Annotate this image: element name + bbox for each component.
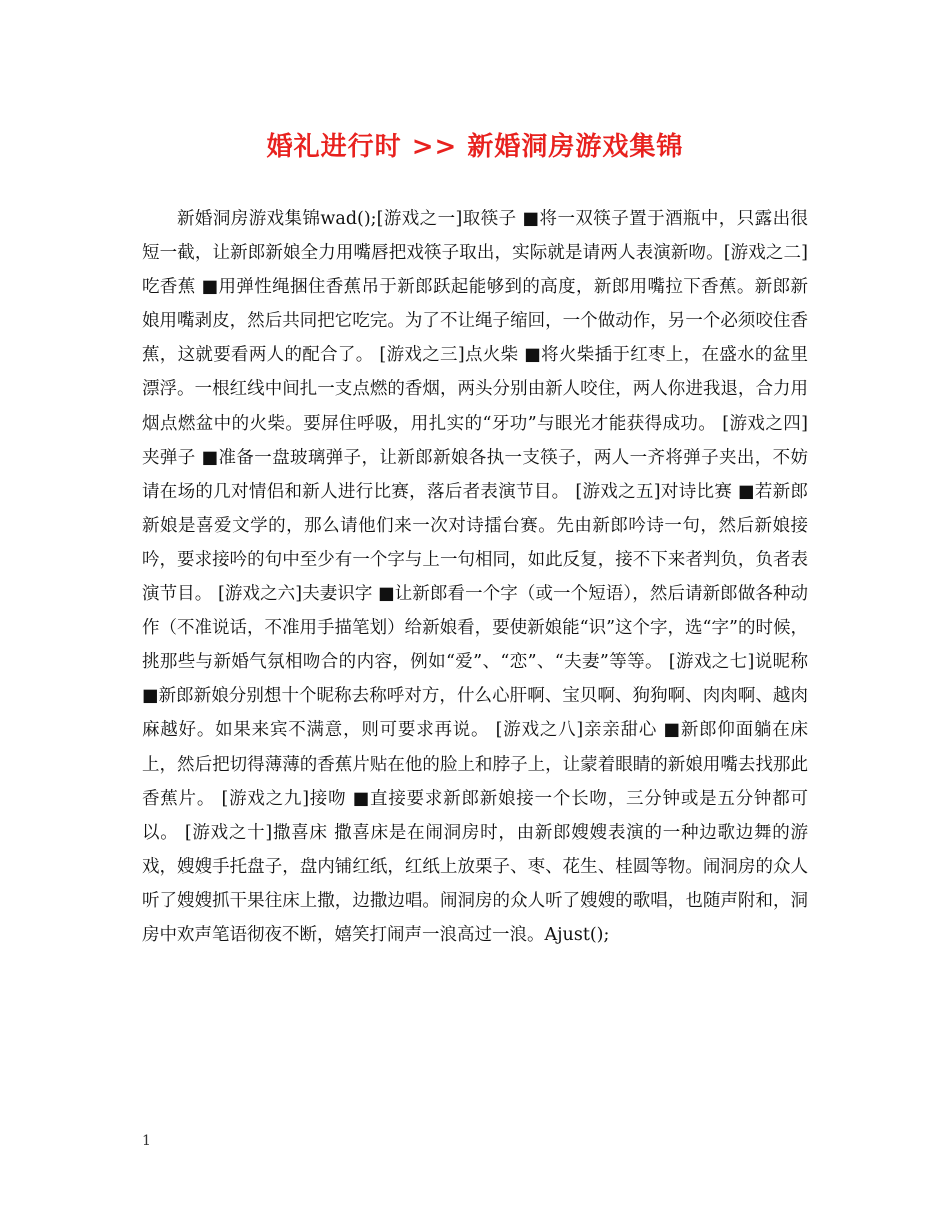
document-title: 婚礼进行时 >> 新婚洞房游戏集锦 [266,132,684,162]
document-body-paragraph: 新婚洞房游戏集锦wad();[游戏之一]取筷子 ■将一双筷子置于酒瓶中，只露出很短一截，让新郎新娘全力用嘴唇把戏筷子取出，实际就是请两人表演新吻。[游戏之二]吃香蕉 ■用弹性绳捆住香蕉吊于新郎跃起能够到的高度，新郎用嘴拉下香蕉。新郎新娘用嘴剥皮，然后共同把它吃完。为了不让绳子缩回，一个做动作，另一个必须咬住香蕉，这就要看两人的配合了。 [游戏之三]点火柴 ■将火柴插于红枣上，在盛水的盆里漂浮。一根红线中间扎一支点燃的香烟，两头分别由新人咬住，两人你进我退，合力用烟点燃盆中的火柴。要屏住呼吸，用扎实的“牙功”与眼光才能获得成功。 [游戏之四]夹弹子 ■准备一盘玻璃弹子，让新郎新娘各执一支筷子，两人一齐将弹子夹出，不妨请在场的几对情侣和新人进行比赛，落后者表演节目。 [游戏之五]对诗比赛 ■若新郎新娘是喜爱文学的，那么请他们来一次对诗擂台赛。先由新郎吟诗一句，然后新娘接吟，要求接吟的句中至少有一个字与上一句相同，如此反复，接不下来者判负，负者表演节目。 [游戏之六]夫妻识字 ■让新郎看一个字（或一个短语），然后请新郎做各种动作（不准说话，不准用手描笔划）给新娘看，要使新娘能“识”这个字，选“字”的时候，挑那些与新婚气氛相吻合的内容，例如“爱”、“恋”、“夫妻”等等。 [游戏之七]说昵称 ■新郎新娘分别想十个昵称去称呼对方，什么心肝啊、宝贝啊、狗狗啊、肉肉啊、越肉麻越好。如果来宾不满意，则可要求再说。 [游戏之八]亲亲甜心 ■新郎仰面躺在床上，然后把切得薄薄的香蕉片贴在他的脸上和脖子上，让蒙着眼睛的新娘用嘴去找那此香蕉片。 [游戏之九]接吻 ■直接要求新郎新娘接一个长吻，三分钟或是五分钟都可以。 [游戏之十]撒喜床 撒喜床是在闹洞房时，由新郎嫂嫂表演的一种边歌边舞的游戏，嫂嫂手托盘子，盘内铺红纸，红纸上放栗子、枣、花生、桂圆等物。闹洞房的众人听了嫂嫂抓干果往床上撒，边撒边唱。闹洞房的众人听了嫂嫂的歌唱，也随声附和，洞房中欢声笔语彻夜不断，嬉笑打闹声一浪高过一浪。Ajust(); [142,209,808,945]
page-number: 1 [142,1133,151,1149]
